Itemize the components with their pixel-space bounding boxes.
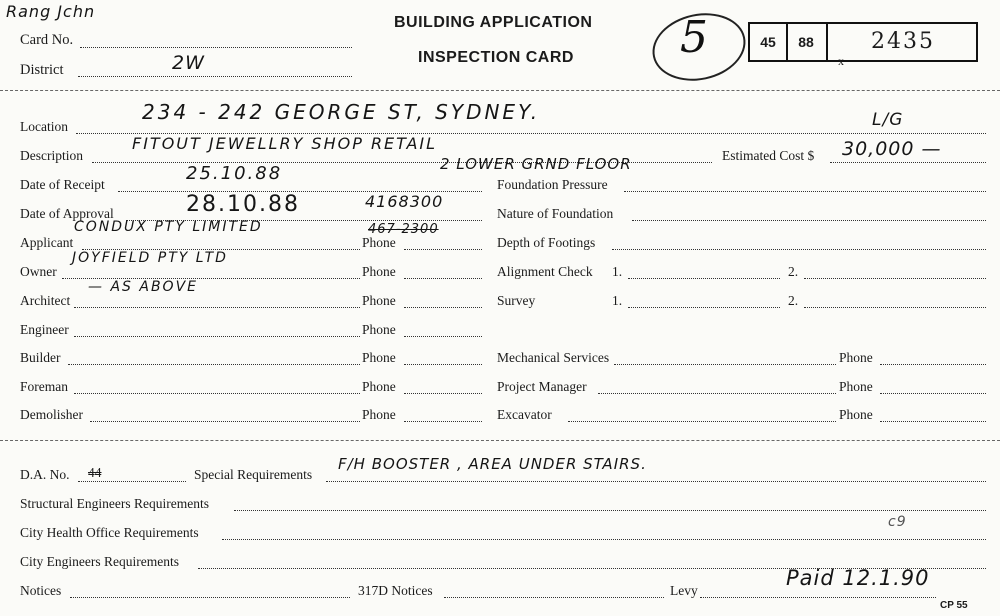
survey-2-line xyxy=(804,307,986,308)
district-label: District xyxy=(20,62,64,78)
foreman-phone-line xyxy=(404,393,482,394)
survey-label: Survey xyxy=(497,293,536,308)
foundation-pressure-label: Foundation Pressure xyxy=(497,177,608,192)
da-no-value: 44 xyxy=(88,465,102,480)
levy-label: Levy xyxy=(670,583,698,598)
levy-line xyxy=(700,597,936,598)
location-note: L/G xyxy=(872,110,904,130)
applicant-phone-line xyxy=(404,249,482,250)
signature: Rang Jchn xyxy=(6,2,96,21)
demolisher-line xyxy=(90,421,360,422)
alignment-2-label: 2. xyxy=(788,264,799,279)
builder-line xyxy=(68,364,360,365)
foreman-line xyxy=(74,393,360,394)
engineer-line xyxy=(74,336,360,337)
architect-value: — AS ABOVE xyxy=(88,279,198,295)
da-no-label: D.A. No. xyxy=(20,467,70,482)
foreman-phone-label: Phone xyxy=(362,379,396,394)
owner-phone-label: Phone xyxy=(362,264,396,279)
project-manager-label: Project Manager xyxy=(497,379,587,394)
foundation-pressure-line xyxy=(624,191,986,192)
date-receipt-value: 25.10.88 xyxy=(186,163,283,184)
box-mark: x xyxy=(838,54,844,68)
date-approval-label: Date of Approval xyxy=(20,206,114,221)
depth-footings-line xyxy=(612,249,986,250)
structural-label: Structural Engineers Requirements xyxy=(20,496,209,511)
notices-317d-label: 317D Notices xyxy=(358,583,433,598)
levy-value: Paid 12.1.90 xyxy=(786,566,930,590)
applicant-label: Applicant xyxy=(20,235,74,250)
notices-line xyxy=(70,597,350,598)
number-cell-1: 45 xyxy=(760,34,776,50)
card-number-box xyxy=(748,22,978,62)
date-approval-value: 28.10.88 xyxy=(186,192,300,217)
builder-phone-label: Phone xyxy=(362,350,396,365)
special-req-value: F/H BOOSTER , AREA UNDER STAIRS. xyxy=(338,455,647,473)
survey-1-label: 1. xyxy=(612,293,623,308)
number-cell-2: 88 xyxy=(798,34,814,50)
applicant-phone-label: Phone xyxy=(362,235,396,250)
project-manager-phone-line xyxy=(880,393,986,394)
notices-label: Notices xyxy=(20,583,62,598)
section-divider xyxy=(0,440,1000,441)
cell-divider xyxy=(826,24,828,60)
struck-phone: 467-2300 xyxy=(368,222,439,237)
card-no-label: Card No. xyxy=(20,32,74,48)
header-divider xyxy=(0,90,1000,91)
mechanical-phone-label: Phone xyxy=(839,350,873,365)
architect-phone-line xyxy=(404,307,482,308)
demolisher-label: Demolisher xyxy=(20,407,83,422)
nature-foundation-line xyxy=(632,220,986,221)
owner-phone-line xyxy=(404,278,482,279)
title-line-2: INSPECTION CARD xyxy=(418,49,574,66)
city-eng-label: City Engineers Requirements xyxy=(20,554,179,569)
mechanical-services-label: Mechanical Services xyxy=(497,350,610,365)
engineer-phone-line xyxy=(404,336,482,337)
project-manager-phone-label: Phone xyxy=(839,379,873,394)
special-req-line xyxy=(326,481,986,482)
survey-2-label: 2. xyxy=(788,293,799,308)
owner-value: JOYFIELD PTY LTD xyxy=(72,250,228,266)
location-label: Location xyxy=(20,119,68,134)
description-label: Description xyxy=(20,148,83,163)
district-line xyxy=(78,76,352,77)
excavator-phone-line xyxy=(880,421,986,422)
demolisher-phone-label: Phone xyxy=(362,407,396,422)
health-line xyxy=(222,539,986,540)
alignment-check-label: Alignment Check xyxy=(497,264,593,279)
structural-line xyxy=(234,510,986,511)
depth-footings-label: Depth of Footings xyxy=(497,235,596,250)
estimated-cost-line xyxy=(830,162,986,163)
engineer-label: Engineer xyxy=(20,322,69,337)
owner-label: Owner xyxy=(20,264,57,279)
description-value: FITOUT JEWELLRY SHOP RETAIL xyxy=(132,134,438,153)
mechanical-phone-line xyxy=(880,364,986,365)
demolisher-phone-line xyxy=(404,421,482,422)
foreman-label: Foreman xyxy=(20,379,68,394)
circled-number: 5 xyxy=(680,12,708,63)
nature-foundation-label: Nature of Foundation xyxy=(497,206,614,221)
health-label: City Health Office Requirements xyxy=(20,525,199,540)
applicant-value: CONDUX PTY LIMITED xyxy=(74,219,263,235)
health-mark: c9 xyxy=(888,514,907,530)
notices-317d-line xyxy=(444,597,664,598)
architect-label: Architect xyxy=(20,293,71,308)
excavator-phone-label: Phone xyxy=(839,407,873,422)
architect-line xyxy=(74,307,360,308)
form-code: CP 55 xyxy=(940,600,968,611)
card-no-line xyxy=(80,47,352,48)
number-cell-3: 2435 xyxy=(871,29,935,54)
excavator-line xyxy=(568,421,836,422)
architect-phone-label: Phone xyxy=(362,293,396,308)
special-req-label: Special Requirements xyxy=(194,467,313,482)
engineer-phone-label: Phone xyxy=(362,322,396,337)
alignment-1-line xyxy=(628,278,780,279)
alignment-2-line xyxy=(804,278,986,279)
da-no-line xyxy=(78,481,186,482)
excavator-label: Excavator xyxy=(497,407,552,422)
alignment-1-label: 1. xyxy=(612,264,623,279)
builder-label: Builder xyxy=(20,350,61,365)
builder-phone-line xyxy=(404,364,482,365)
estimated-cost-label: Estimated Cost $ xyxy=(722,148,815,163)
project-manager-line xyxy=(598,393,836,394)
date-receipt-label: Date of Receipt xyxy=(20,177,105,192)
description-value-2: 2 LOWER GRND FLOOR xyxy=(440,155,632,173)
mechanical-services-line xyxy=(614,364,836,365)
location-value: 234 - 242 GEORGE ST, SYDNEY. xyxy=(142,100,541,124)
estimated-cost-value: 30,000 — xyxy=(842,138,942,160)
survey-1-line xyxy=(628,307,780,308)
approval-note: 4168300 xyxy=(365,192,444,211)
district-value: 2W xyxy=(172,52,205,74)
title-line-1: BUILDING APPLICATION xyxy=(394,14,593,31)
